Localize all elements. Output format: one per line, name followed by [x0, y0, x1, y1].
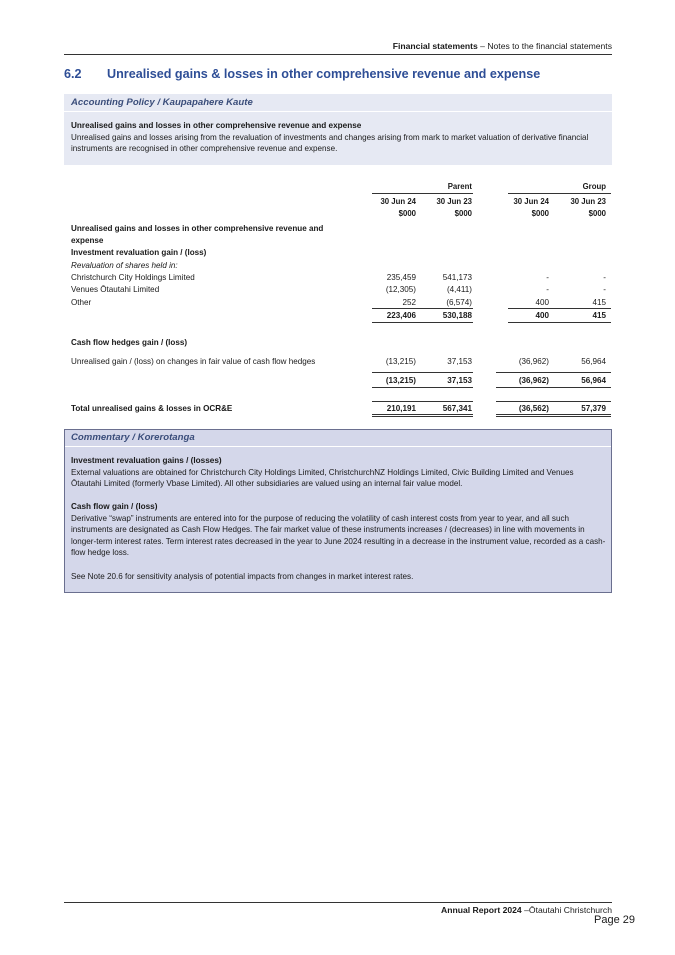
table-cell: (13,215): [385, 357, 416, 366]
header-rule: [64, 54, 612, 55]
subtotal-cell: 400: [535, 311, 549, 320]
table-cell: 56,964: [581, 357, 606, 366]
subtotal-rule: [496, 372, 611, 373]
subtotal-bottom-rule: [508, 322, 611, 323]
investment-subheading: Revaluation of shares held in:: [71, 261, 178, 270]
table-cell: (12,305): [385, 285, 416, 294]
commentary-box: [64, 429, 612, 593]
policy-subheading: Unrealised gains and losses in other comprehensive revenue and expense: [71, 121, 362, 130]
total-double-rule: [496, 414, 611, 417]
column-unit: $000: [398, 209, 416, 218]
subtotal-cell: (36,962): [518, 376, 549, 385]
subtotal-bottom-rule: [372, 322, 473, 323]
group-header-parent: Parent: [447, 182, 472, 191]
commentary-heading: Commentary / Korerotanga: [71, 432, 195, 443]
table-cell: -: [546, 285, 549, 294]
subtotal-rule: [508, 308, 611, 309]
commentary-investment-subheading: Investment revaluation gains / (losses): [71, 456, 222, 465]
total-top-rule: [372, 401, 473, 402]
table-cell: 400: [535, 298, 549, 307]
column-unit: $000: [454, 209, 472, 218]
column-header: 30 Jun 24: [513, 197, 549, 206]
table-cell: 37,153: [447, 357, 472, 366]
investment-heading: Investment revaluation gain / (loss): [71, 248, 207, 257]
group-header-rule: [508, 193, 611, 194]
table-heading: Unrealised gains and losses in other comprehensive revenue and: [71, 224, 324, 233]
table-row-label: Venues Ōtautahi Limited: [71, 285, 160, 294]
column-header: 30 Jun 24: [380, 197, 416, 206]
table-row-label: Unrealised gain / (loss) on changes in fair value of cash flow hedges: [71, 357, 316, 366]
grand-total-label: Total unrealised gains & losses in OCR&E: [71, 404, 233, 413]
footer-bold: Annual Report 2024: [441, 905, 522, 915]
subtotal-cell: 37,153: [447, 376, 472, 385]
table-heading-cont: expense: [71, 236, 104, 245]
table-row-label: Christchurch City Holdings Limited: [71, 273, 195, 282]
table-cell: (36,962): [518, 357, 549, 366]
grand-total-cell: 210,191: [386, 404, 416, 413]
running-header: [64, 41, 612, 51]
commentary-cashflow-body: Derivative “swap” instruments are entered into for the purpose of reducing the volatility of cash interest costs from year to year, and all such instruments are designated as Cash Flow Hedges. The fair market value of these instruments increases / (decreases) in line with movements in longer-term interest rates. Term interest rates decreased in the year to June 2024 resulting in a decrease in the instrument value, recorded as a cash-flow hedge loss.: [71, 514, 606, 558]
table-cell: -: [603, 285, 606, 294]
commentary-divider: [65, 446, 611, 447]
header-bold: Financial statements: [392, 41, 478, 51]
grand-total-cell: (36,562): [518, 404, 549, 413]
subtotal-rule: [372, 372, 473, 373]
commentary-cashflow-subheading: Cash flow gain / (loss): [71, 502, 158, 511]
subtotal-bottom-rule: [496, 387, 611, 388]
column-unit: $000: [588, 209, 606, 218]
section-title: [64, 67, 540, 81]
subtotal-rule: [372, 308, 473, 309]
subtotal-cell: 223,406: [386, 311, 416, 320]
subtotal-bottom-rule: [372, 387, 473, 388]
column-header: 30 Jun 23: [436, 197, 472, 206]
table-cell: (6,574): [446, 298, 472, 307]
grand-total-cell: 57,379: [581, 404, 606, 413]
section-title-text: Unrealised gains & losses in other comprehensive revenue and expense: [107, 67, 541, 81]
subtotal-cell: (13,215): [385, 376, 416, 385]
policy-divider: [64, 111, 612, 112]
table-cell: -: [603, 273, 606, 282]
group-header-group: Group: [582, 182, 606, 191]
header-rest: – Notes to the financial statements: [477, 41, 612, 51]
table-row-label: Other: [71, 298, 92, 307]
table-cell: 415: [592, 298, 606, 307]
footer-rest: –Ōtautahi Christchurch: [521, 905, 612, 915]
policy-heading: Accounting Policy / Kaupapahere Kaute: [71, 97, 253, 108]
subtotal-cell: 530,188: [442, 311, 472, 320]
commentary-note: See Note 20.6 for sensitivity analysis of potential impacts from changes in market interest rates.: [71, 572, 414, 581]
table-cell: -: [546, 273, 549, 282]
subtotal-cell: 56,964: [581, 376, 606, 385]
parent-header-rule: [372, 193, 473, 194]
total-double-rule: [372, 414, 473, 417]
footer-rule: [64, 902, 612, 903]
running-footer: [64, 905, 612, 915]
section-number: 6.2: [64, 67, 82, 81]
page-number: Page 29: [594, 914, 635, 926]
grand-total-cell: 567,341: [442, 404, 472, 413]
subtotal-cell: 415: [592, 311, 606, 320]
policy-body: Unrealised gains and losses arising from the revaluation of investments and changes arising from mark to market valuation of derivative financial instruments are recognised in other comprehensive revenue and expense.: [71, 133, 589, 154]
table-cell: 252: [402, 298, 416, 307]
table-cell: 541,173: [442, 273, 472, 282]
column-unit: $000: [531, 209, 549, 218]
table-cell: (4,411): [446, 285, 472, 294]
cashflow-heading: Cash flow hedges gain / (loss): [71, 338, 188, 347]
table-cell: 235,459: [386, 273, 416, 282]
commentary-investment-body: External valuations are obtained for Christchurch City Holdings Limited, ChristchurchNZ Holdings Limited, Civic Building Limited and Venues Ōtautahi Limited (formerly Vbase Limited). All other subsidiaries are valued using an internal fair value model.: [71, 468, 574, 489]
total-top-rule: [496, 401, 611, 402]
column-header: 30 Jun 23: [570, 197, 606, 206]
